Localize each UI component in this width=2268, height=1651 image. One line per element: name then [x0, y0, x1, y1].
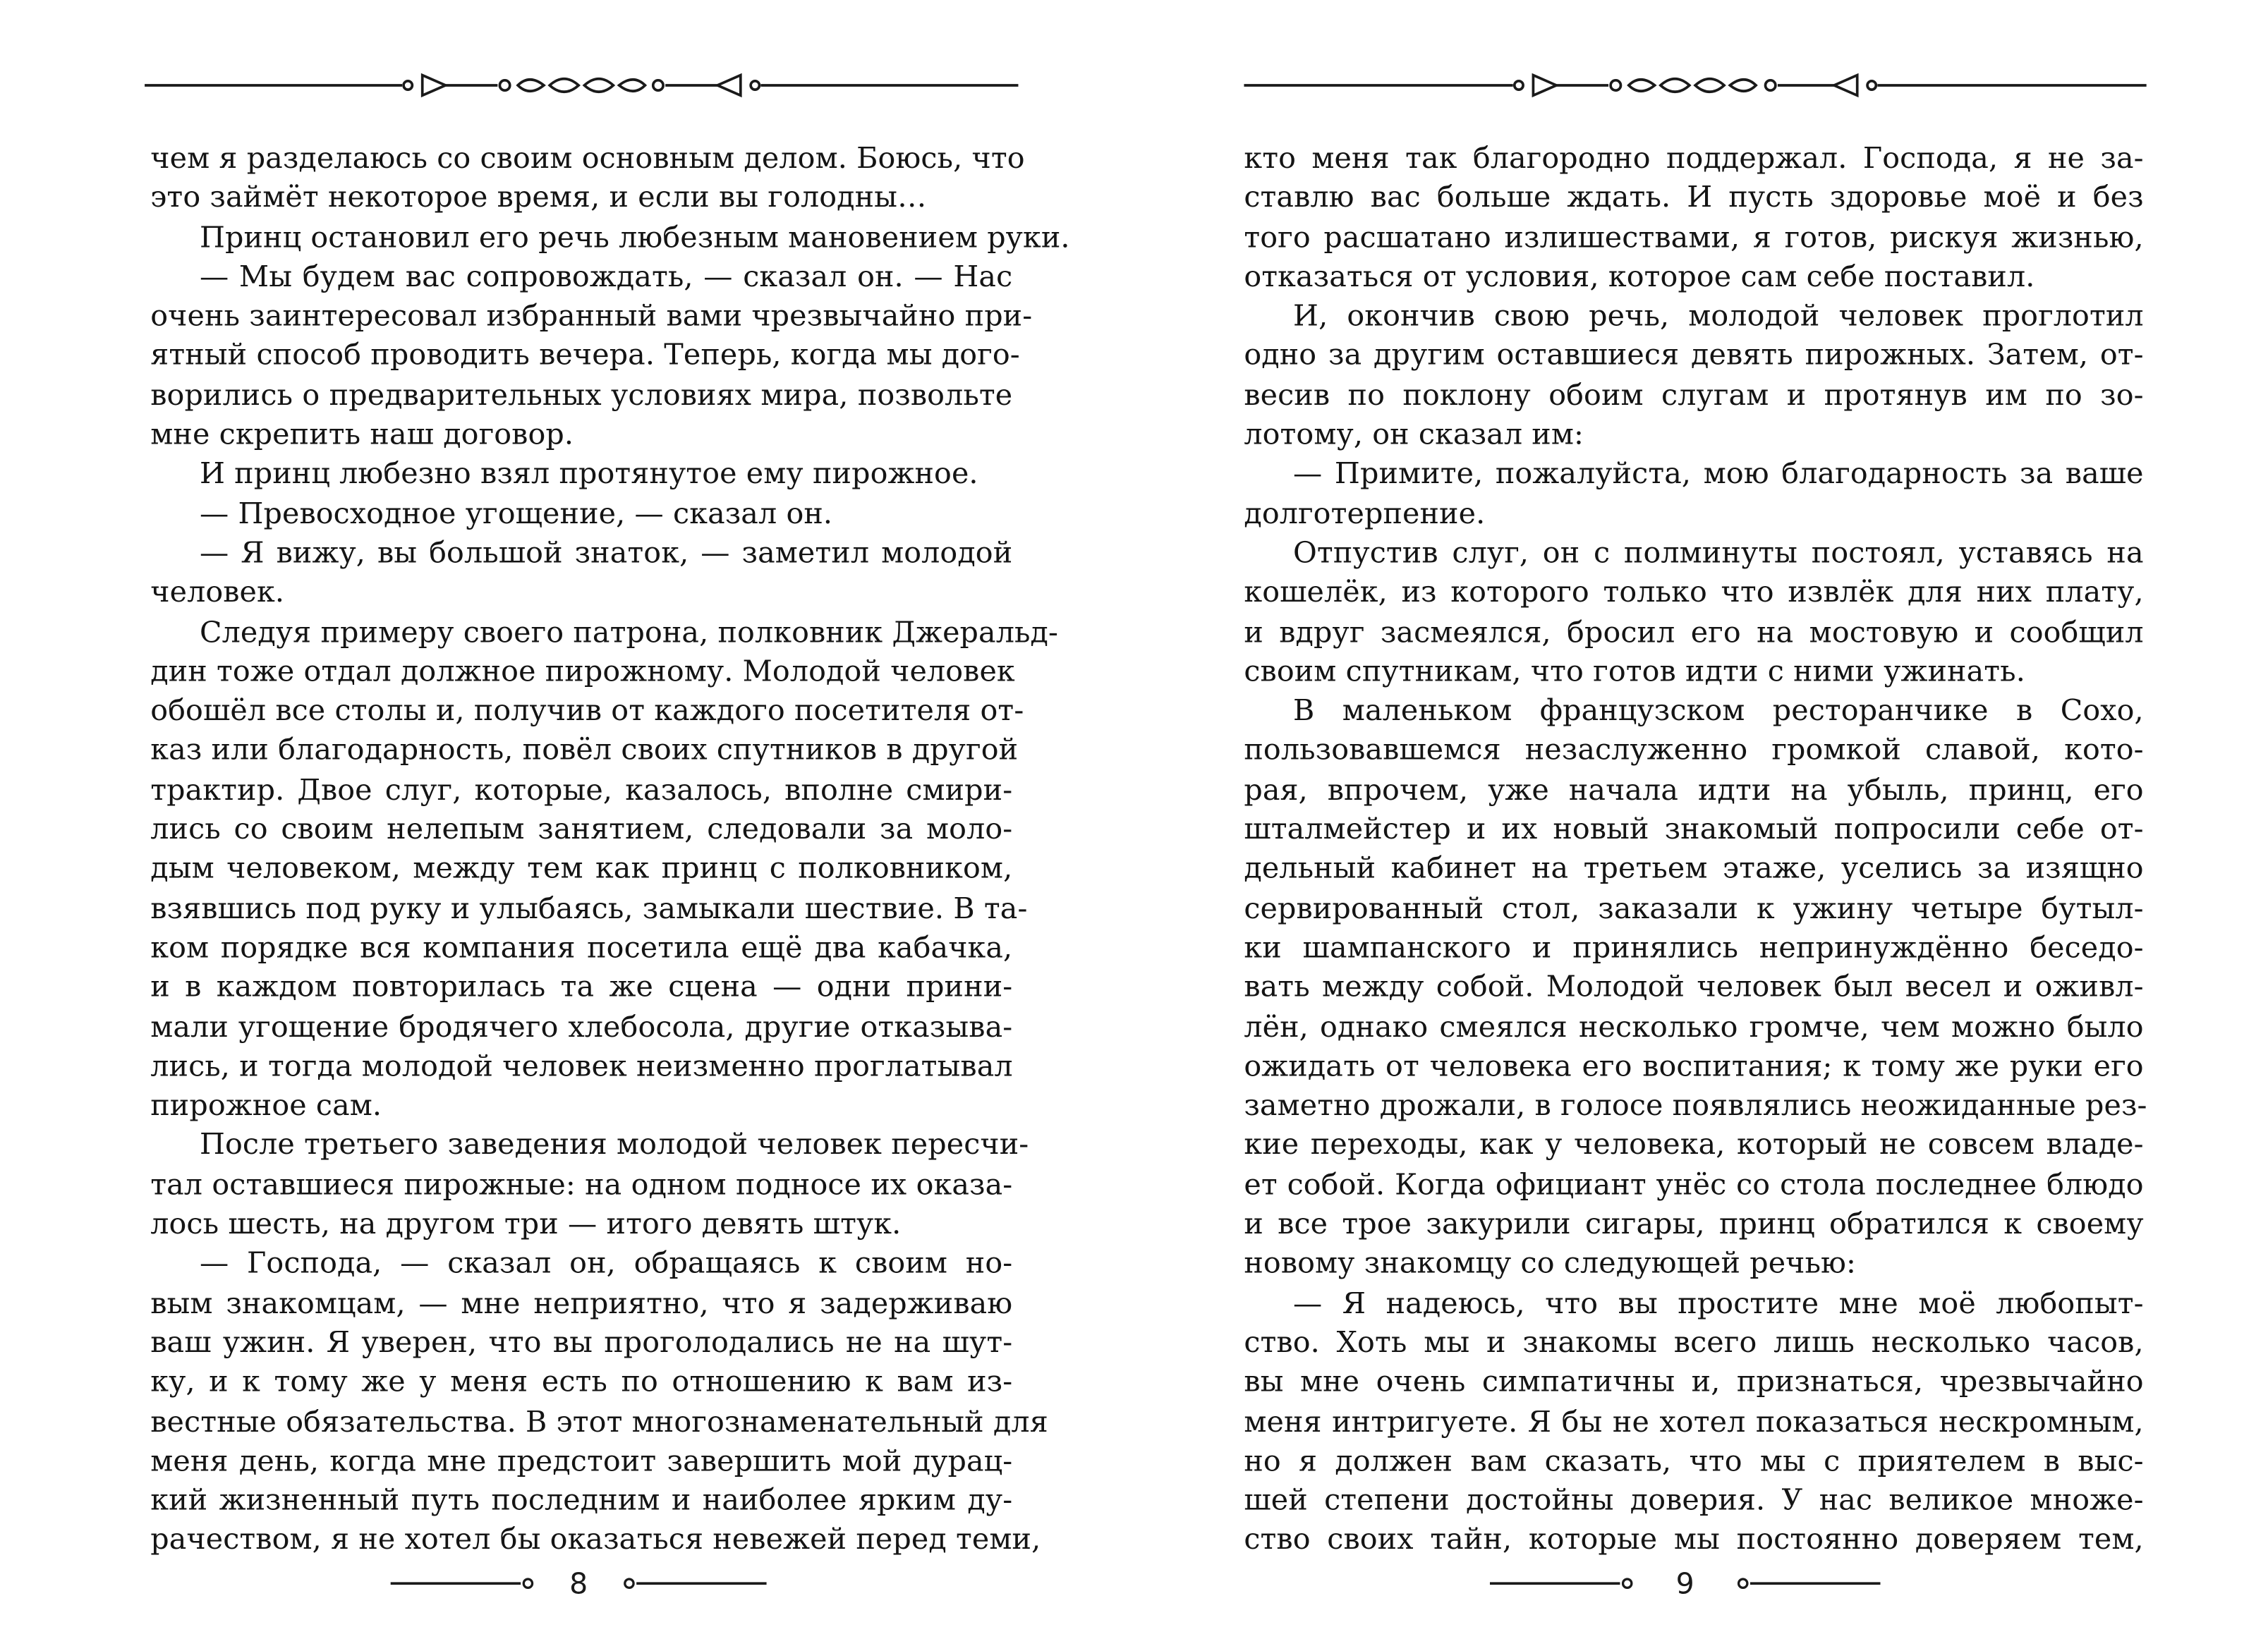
text-line: После третьего заведения молодой человек пересчи- [199, 1127, 1029, 1162]
body-text [1244, 139, 2147, 1560]
page-footer [391, 1561, 767, 1605]
text-line: ожидать от человека его воспитания; к тому же руки его [1244, 1048, 2144, 1083]
text-line: но я должен вам сказать, что мы с приятелем в выс- [1244, 1442, 2144, 1478]
text-line: — Я надеюсь, что вы простите мне моё любопыт- [1293, 1285, 2144, 1320]
text-line: ку, и к тому же у меня есть по отношению к вам из- [150, 1363, 1013, 1399]
text-line: тал оставшиеся пирожные: на одном подносе их оказа- [150, 1166, 1013, 1202]
text-line: очень заинтересовал избранный вами чрезвычайно при- [150, 298, 1033, 333]
text-line: ки шампанского и принялись непринуждённо беседо- [1244, 930, 2144, 965]
paragraph [150, 218, 1070, 257]
text-line: лись со своим нелепым занятием, следовали за моло- [150, 811, 1013, 846]
text-line: лись, и тогда молодой человек неизменно проглатывал [150, 1048, 1013, 1083]
text-line: И, окончив свою речь, молодой человек проглотил [1293, 298, 2144, 333]
text-line: рая, впрочем, уже начала идти на убыль, принц, его [1244, 772, 2144, 807]
text-line: ятный способ проводить вечера. Теперь, когда мы дого- [150, 337, 1020, 372]
page-footer [1490, 1561, 1881, 1605]
text-line: отказаться от условия, которое сам себе поставил. [1244, 258, 2035, 294]
text-line: ком порядке вся компания посетила ещё два кабачка, [150, 930, 1013, 965]
text-line: кий жизненный путь последним и наиболее ярким ду- [150, 1482, 1013, 1518]
text-line: вестные обязательства. В этот многознаменательный для [150, 1403, 1048, 1439]
text-line: мне скрепить наш договор. [150, 416, 574, 451]
text-line: взявшись под руку и улыбаясь, замыкали шествие. В та- [150, 890, 1028, 925]
text-line: кошелёк, из которого только что извлёк для них плату, [1244, 574, 2144, 609]
text-line: каз или благодарность, повёл своих спутников в другой [150, 732, 1019, 767]
text-line: и вдруг засмеялся, бросил его на мостовую и сообщил [1244, 614, 2144, 649]
footer-flourish-icon [1735, 1575, 1880, 1592]
text-line: ставлю вас больше ждать. И пусть здоровье моё и без [1244, 179, 2144, 215]
text-line: это займёт некоторое время, и если вы голодны… [150, 179, 927, 215]
text-line: дым человеком, между тем как принц с полковником, [150, 851, 1013, 886]
text-line: весив по поклону обоим слугам и протянув им по зо- [1244, 377, 2144, 412]
text-line: меня день, когда мне предстоит завершить мой дурац- [150, 1442, 1013, 1478]
paragraph [1244, 1284, 2143, 1560]
text-line: своим спутникам, что готов идти с ними ужинать. [1244, 653, 2025, 688]
paragraph [150, 139, 1025, 218]
text-line: — Господа, — сказал он, обращаясь к своим но- [199, 1245, 1013, 1281]
text-line: ворились о предварительных условиях мира, позвольте [150, 377, 1013, 412]
text-line: и в каждом повторилась та же сцена — одни прини- [150, 969, 1013, 1004]
flourish-icon [1244, 55, 2146, 116]
text-line: Отпустив слуг, он с полминуты постоял, уставясь на [1293, 535, 2144, 570]
text-line: дельный кабинет на третьем этаже, уселись за изящно [1244, 851, 2144, 886]
paragraph [150, 534, 1012, 613]
text-line: лотому, он сказал им: [1244, 416, 1584, 451]
text-line: трактир. Двое слуг, которые, казалось, вполне смири- [150, 772, 1013, 807]
paragraph [1244, 691, 2147, 1284]
paragraph [1244, 139, 2143, 297]
text-line: вым знакомцам, — мне неприятно, что я задерживаю [150, 1285, 1013, 1320]
text-line: — Превосходное угощение, — сказал он. [199, 495, 833, 530]
text-line: шей степени достойны доверия. У нас великое множе- [1244, 1482, 2144, 1518]
text-line: — Я вижу, вы большой знаток, — заметил молодой [199, 535, 1013, 570]
paragraph [1244, 297, 2143, 455]
text-line: человек. [150, 574, 285, 609]
text-line: обошёл все столы и, получив от каждого посетителя от- [150, 693, 1024, 728]
text-line: И принц любезно взял протянутое ему пирожное. [199, 456, 978, 491]
text-line: пользовавшемся незаслуженно громкой славой, кото- [1244, 732, 2144, 767]
text-line: ваш ужин. Я уверен, что вы проголодались не на шут- [150, 1324, 1013, 1360]
text-line: одно за другим оставшиеся девять пирожных. Затем, от- [1244, 337, 2144, 372]
paragraph [150, 494, 1012, 534]
paragraph [150, 1244, 1048, 1560]
text-line: — Примите, пожалуйста, мою благодарность за ваше [1293, 456, 2144, 491]
text-line: В маленьком французском ресторанчике в Сохо, [1293, 693, 2144, 728]
footer-flourish-icon [391, 1575, 535, 1592]
text-line: — Мы будем вас сопровождать, — сказал он. — Нас [199, 258, 1013, 294]
text-line: долготерпение. [1244, 495, 1486, 530]
text-line: лось шесть, на другом три — итого девять штук. [150, 1206, 902, 1241]
text-line: чем я разделаюсь со своим основным делом. Боюсь, что [150, 140, 1025, 176]
text-line: лён, однако смеялся несколько громче, чем можно было [1244, 1009, 2144, 1044]
flourish-icon [145, 55, 1018, 116]
footer-flourish-icon [622, 1575, 767, 1592]
text-line: сервированный стол, заказали к ужину четыре бутыл- [1244, 890, 2144, 925]
text-line: и все трое закурили сигары, принц обратился к своему [1244, 1206, 2144, 1241]
text-line: того расшатано излишествами, я готов, рискуя жизнью, [1244, 219, 2144, 255]
footer-flourish-icon [1490, 1575, 1635, 1592]
header-ornament [145, 55, 1018, 116]
text-line: вать между собой. Молодой человек был весел и оживл- [1244, 969, 2144, 1004]
paragraph [1244, 534, 2143, 692]
text-line: мали угощение бродячего хлебосола, другие отказыва- [150, 1009, 1013, 1044]
text-line: Следуя примеру своего патрона, полковник Джеральд- [199, 614, 1059, 649]
text-line: рачеством, я не хотел бы оказаться невежей перед теми, [150, 1521, 1041, 1557]
left-page [0, 0, 1134, 1650]
paragraph [150, 612, 1059, 1126]
paragraph [1244, 455, 2143, 534]
text-line: ство своих тайн, которые мы постоянно доверяем тем, [1244, 1521, 2144, 1557]
text-line: кие переходы, как у человека, который не совсем владе- [1244, 1127, 2144, 1162]
paragraph [150, 257, 1033, 455]
text-line: кто меня так благородно поддержал. Господа, я не за- [1244, 140, 2144, 176]
page-number: 9 [1675, 1566, 1694, 1601]
text-line: ство. Хоть мы и знакомы всего лишь несколько часов, [1244, 1324, 2144, 1360]
right-page [1134, 0, 2268, 1650]
text-line: меня интригуете. Я бы не хотел показаться нескромным, [1244, 1403, 2144, 1439]
paragraph [150, 455, 1012, 494]
text-line: шталмейстер и их новый знакомый попросили себе от- [1244, 811, 2144, 846]
text-line: заметно дрожали, в голосе появлялись неожиданные рез- [1244, 1088, 2147, 1123]
text-line: дин тоже отдал должное пирожному. Молодой человек [150, 653, 1015, 688]
text-line: ет собой. Когда официант унёс со стола последнее блюдо [1244, 1166, 2144, 1202]
header-ornament [1244, 55, 2146, 116]
text-line: пирожное сам. [150, 1088, 382, 1123]
text-line: Принц остановил его речь любезным мановением руки. [199, 219, 1070, 255]
text-line: новому знакомцу со следующей речью: [1244, 1245, 1857, 1281]
paragraph [150, 1126, 1029, 1244]
page-number: 8 [569, 1566, 588, 1601]
body-text [150, 139, 1070, 1560]
text-line: вы мне очень симпатичны и, признаться, чрезвычайно [1244, 1363, 2144, 1399]
